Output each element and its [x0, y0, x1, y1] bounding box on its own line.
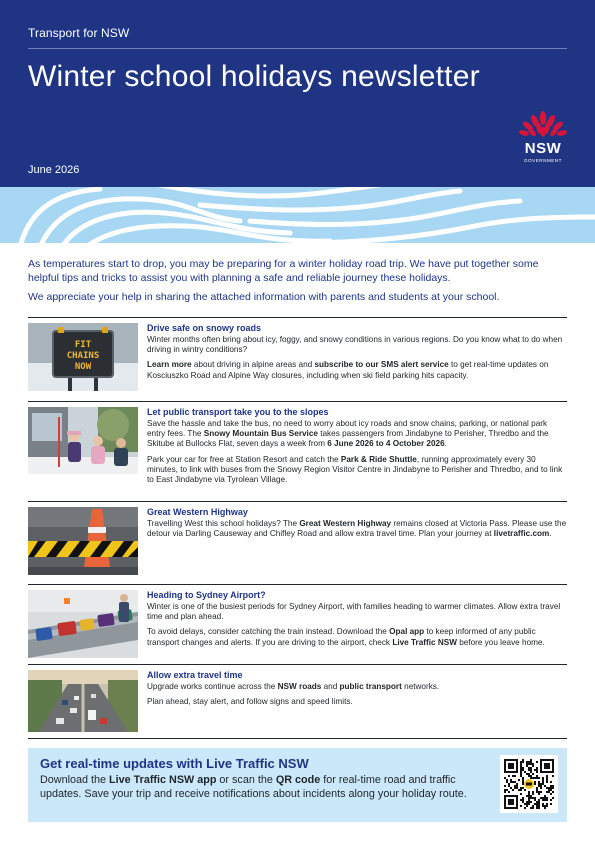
roadworks-barrier-image — [28, 507, 138, 575]
article-sydney-airport — [28, 584, 567, 664]
article-title: Heading to Sydney Airport? — [147, 590, 266, 600]
article-list — [28, 317, 567, 739]
article-public-transport-slopes — [28, 401, 567, 501]
article-body — [147, 665, 567, 707]
article-paragraph: Save the hassle and take the bus, no need to worry about icy roads and snow chains, parking, or national park entry fees. The Snowy Mountain Bus Service takes passengers from Jindabyne to Perisher, Thredbo and the Skitube at Bullocks Flat, seven days a week from 6 June 2026 to 4 October 2026. — [147, 419, 549, 449]
motorway-traffic-image — [28, 670, 138, 732]
article-paragraph: Winter months often bring about icy, foggy, and snowy conditions in various regions. Do you know what to do when driving in wintry conditions? — [147, 335, 563, 355]
article-title: Allow extra travel time — [147, 670, 243, 680]
article-allow-extra-travel-time — [28, 664, 567, 739]
article-title: Let public transport take you to the slopes — [147, 407, 329, 417]
newsletter-header — [0, 0, 595, 187]
article-paragraph: Upgrade works continue across the NSW roads and public transport networks. — [147, 682, 440, 691]
sign-line: CHAINS — [66, 351, 100, 361]
airport-baggage-carousel-image — [28, 590, 138, 658]
organisation-name: Transport for NSW — [28, 26, 130, 40]
intro-paragraph: As temperatures start to drop, you may be preparing for a winter holiday road trip. We have put together some helpful tips and tricks to assist you with planning a safe and reliable journey these holidays. — [28, 258, 539, 284]
article-paragraph: Travelling West this school holidays? The Great Western Highway remains closed at Victoria Pass. Please use the detour via Darling Causeway and Chifley Road and allow extra travel time. Plan your journey at livetraffic.com. — [147, 519, 567, 539]
logo-subtitle: GOVERNMENT — [524, 158, 562, 163]
logo-wordmark: NSW — [524, 140, 562, 157]
page-title: Winter school holidays newsletter — [28, 60, 480, 93]
article-paragraph: Plan ahead, stay alert, and follow signs and speed limits. — [147, 697, 353, 707]
nsw-government-logo — [515, 110, 571, 168]
qr-code-icon[interactable] — [500, 755, 558, 813]
article-paragraph: To avoid delays, consider catching the train instead. Download the Opal app to keep informed of any public transport changes and alerts. If you are driving to the airport, check Live Traffic NSW before you leave home. — [147, 627, 545, 647]
header-divider — [28, 48, 567, 49]
live-traffic-callout — [28, 748, 567, 822]
article-body — [147, 402, 567, 485]
sign-line: FIT — [74, 340, 92, 350]
introduction — [28, 258, 568, 311]
wave-pattern-icon — [0, 187, 595, 243]
article-title: Great Western Highway — [147, 507, 248, 517]
article-body — [147, 318, 567, 381]
article-paragraph: Winter is one of the busiest periods for Sydney Airport, with families heading to warmer climates. Allow extra travel time and plan ahead. — [147, 602, 561, 622]
article-body — [147, 585, 567, 648]
issue-date: June 2026 — [28, 164, 80, 176]
article-body — [147, 502, 567, 539]
fit-chains-sign-image — [28, 323, 138, 391]
intro-paragraph: We appreciate your help in sharing the attached information with parents and students at your school. — [28, 291, 500, 303]
waratah-icon — [515, 110, 571, 140]
article-title: Drive safe on snowy roads — [147, 323, 262, 333]
decorative-wave-band — [0, 187, 595, 243]
sign-line: NOW — [74, 362, 92, 372]
callout-title: Get real-time updates with Live Traffic NSW — [40, 756, 309, 771]
callout-text: Download the Live Traffic NSW app or scan the QR code for real-time road and traffic updates. Save your trip and receive notifications about incidents along your holiday route. — [40, 774, 467, 800]
article-paragraph: Learn more about driving in alpine areas and subscribe to our SMS alert service to get real-time updates on Kosciuszko Road and Alpine Way closures, including when ski field parking hits capacity. — [147, 360, 549, 380]
article-paragraph: Park your car for free at Station Resort and catch the Park & Ride Shuttle, running approximately every 30 minutes, to link with buses from the Snowy Region Visitor Centre in Jindabyne to Perisher and Thredbo, and to link to East Jindabyne via Tyrolean Village. — [147, 454, 563, 485]
skiers-at-bus-image — [28, 407, 138, 474]
article-great-western-highway — [28, 501, 567, 584]
article-drive-safe-snowy-roads — [28, 317, 567, 401]
